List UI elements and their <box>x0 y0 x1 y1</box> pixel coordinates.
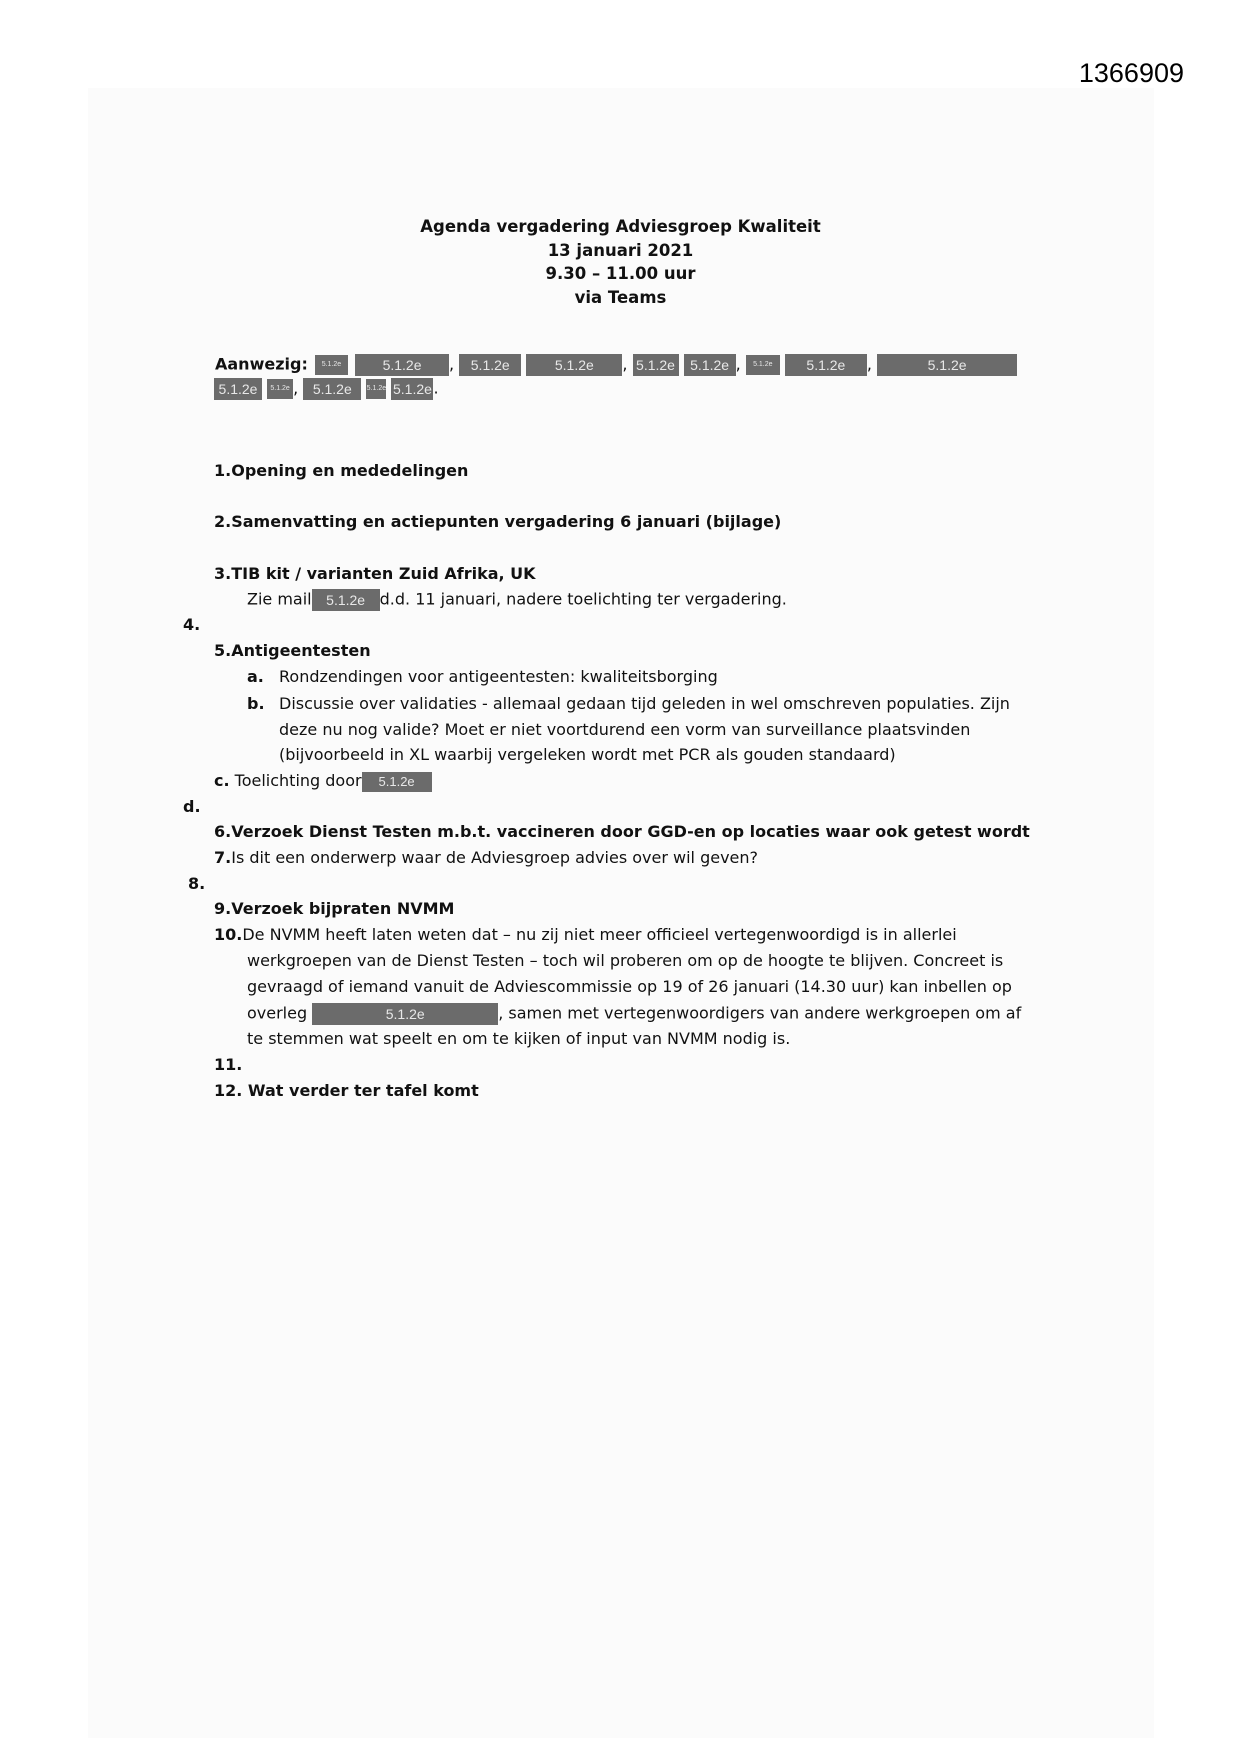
item-title: Antigeentesten <box>231 641 371 660</box>
agenda-item-5b-line3: (bijvoorbeeld in XL waarbij vergeleken wordt met PCR als gouden standaard) <box>279 745 896 764</box>
item-text: , samen met vertegenwoordigers van andere werkgroepen om af <box>498 1003 1022 1023</box>
redaction-block: 5.1.2e <box>633 354 679 376</box>
item-number: 3. <box>214 564 232 583</box>
agenda-item-10 <box>214 925 957 944</box>
item-number: 10. <box>214 925 243 944</box>
period: . <box>433 378 439 398</box>
redaction-block: 5.1.2e <box>785 354 867 376</box>
item-number: 2. <box>214 512 232 531</box>
separator: , <box>866 354 872 374</box>
item-number: 7. <box>214 848 232 867</box>
agenda-time: 9.30 – 11.00 uur <box>545 264 696 283</box>
redaction-block: 5.1.2e <box>459 354 521 376</box>
item-number: 5. <box>214 641 232 660</box>
redaction-block: 5.1.2e <box>362 772 432 792</box>
item-title: Opening en mededelingen <box>231 461 469 480</box>
agenda-item-8: 8. <box>188 874 206 893</box>
item-title: TIB kit / varianten Zuid Afrika, UK <box>231 564 536 583</box>
sub-label: c. <box>214 771 230 790</box>
agenda-location: via Teams <box>574 287 667 307</box>
item-text: overleg <box>247 1003 308 1023</box>
redaction-block: 5.1.2e <box>877 354 1017 376</box>
redaction-block: 5.1.2e <box>391 378 433 400</box>
agenda-title: Agenda vergadering Adviesgroep Kwaliteit <box>420 217 821 236</box>
redaction-block: 5.1.2e <box>214 378 262 400</box>
agenda-date: 13 januari 2021 <box>547 240 694 260</box>
agenda-item-10-line5: te stemmen wat speelt en om te kijken of input van NVMM nodig is. <box>247 1029 791 1048</box>
item-detail: Zie mail <box>247 589 312 609</box>
agenda-item-1 <box>214 461 468 480</box>
item-number: 9. <box>214 899 232 918</box>
agenda-item-10-line4 <box>247 1003 1021 1025</box>
agenda-item-3 <box>214 564 536 583</box>
redaction-block: 5.1.2e <box>366 379 386 399</box>
separator: , <box>622 354 628 374</box>
redaction-block: 5.1.2e <box>746 355 780 375</box>
sub-label: a. <box>247 667 264 686</box>
sub-text: Discussie over validaties - allemaal gedaan tijd geleden in wel omschreven populaties. Zijn <box>279 694 1010 713</box>
agenda-item-2 <box>214 512 781 531</box>
agenda-item-3-detail <box>247 589 787 611</box>
item-number: 6. <box>214 822 232 841</box>
agenda-item-4: 4. <box>183 615 201 634</box>
item-title: Samenvatting en actiepunten vergadering 6 januari (bijlage) <box>231 512 782 531</box>
item-title: Wat verder ter tafel komt <box>247 1081 479 1100</box>
attendance-line-1 <box>215 354 1017 376</box>
separator: , <box>735 354 741 374</box>
agenda-item-6 <box>214 822 1030 841</box>
redaction-block: 5.1.2e <box>684 354 736 376</box>
separator: , <box>449 354 455 374</box>
agenda-item-d: d. <box>183 797 201 816</box>
sub-text: Toelichting door <box>234 771 362 790</box>
agenda-item-12 <box>214 1081 479 1100</box>
agenda-header <box>0 215 1241 309</box>
sub-label: b. <box>247 694 265 713</box>
sub-text: Rondzendingen voor antigeentesten: kwaliteitsborging <box>279 667 718 686</box>
separator: , <box>293 378 299 398</box>
document-number: 1366909 <box>1078 58 1184 88</box>
item-text: De NVMM heeft laten weten dat – nu zij niet meer officieel vertegenwoordigd is in allerlei <box>242 925 957 944</box>
redaction-block: 5.1.2e <box>526 354 622 376</box>
item-title: Verzoek bijpraten NVMM <box>231 899 455 918</box>
item-number: 12. <box>214 1081 243 1100</box>
item-title: Verzoek Dienst Testen m.b.t. vaccineren door GGD-en op locaties waar ook getest wordt <box>231 822 1030 841</box>
redaction-block: 5.1.2e <box>267 379 293 399</box>
redaction-block: 5.1.2e <box>312 1003 498 1025</box>
agenda-item-7 <box>214 848 758 867</box>
attendance-line-2 <box>214 378 439 400</box>
attendance-label: Aanwezig: <box>215 354 308 374</box>
redaction-block: 5.1.2e <box>303 378 361 400</box>
agenda-item-5a <box>247 667 718 686</box>
item-detail: d.d. 11 januari, nadere toelichting ter vergadering. <box>379 589 787 609</box>
agenda-item-5 <box>214 641 371 660</box>
item-title: Is dit een onderwerp waar de Adviesgroep advies over wil geven? <box>231 848 759 867</box>
agenda-item-9 <box>214 899 454 918</box>
agenda-item-10-line3: gevraagd of iemand vanuit de Adviescommissie op 19 of 26 januari (14.30 uur) kan inbellen op <box>247 977 1012 996</box>
agenda-item-5c <box>214 771 432 792</box>
item-number: 1. <box>214 461 232 480</box>
agenda-item-5b-line2: deze nu nog valide? Moet er niet voortdurend een vorm van surveillance plaatsvinden <box>279 720 971 739</box>
agenda-item-5b <box>247 694 1010 713</box>
redaction-block: 5.1.2e <box>355 354 449 376</box>
agenda-item-11: 11. <box>214 1055 243 1074</box>
redaction-block: 5.1.2e <box>315 355 348 375</box>
agenda-item-10-line2: werkgroepen van de Dienst Testen – toch wil proberen om op de hoogte te blijven. Concreet is <box>247 951 1004 970</box>
redaction-block: 5.1.2e <box>312 589 380 611</box>
